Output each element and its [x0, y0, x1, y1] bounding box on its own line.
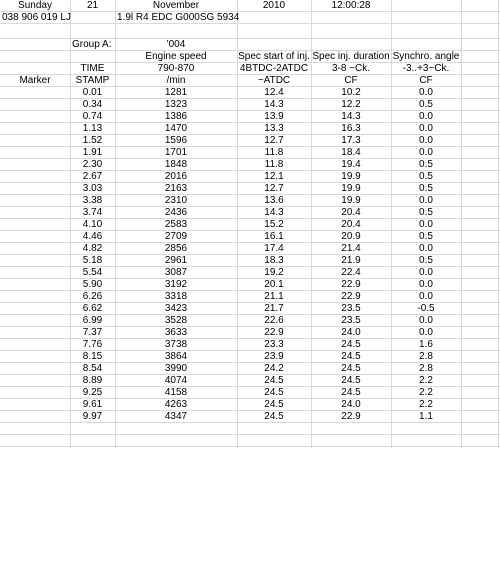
table-row	[0, 135, 500, 147]
table-cell[interactable]: 0.0	[419, 327, 433, 338]
table-cell[interactable]: 9.61	[82, 399, 103, 410]
table-cell[interactable]: 1470	[164, 123, 188, 134]
table-cell[interactable]: 2.30	[82, 159, 103, 170]
table-cell[interactable]: 3423	[164, 303, 188, 314]
column-spec-3[interactable]: 4BTDC-2ATDC	[239, 63, 309, 74]
table-cell[interactable]: 1848	[164, 159, 188, 170]
column-unit-0[interactable]: Marker	[19, 75, 51, 86]
part-number-cell[interactable]: 038 906 019 LJ	[2, 12, 71, 23]
table-row	[0, 399, 500, 411]
table-cell[interactable]: 5.90	[82, 279, 103, 290]
table-cell[interactable]: 6.99	[82, 315, 103, 326]
column-title-5[interactable]: Synchro. angle	[392, 51, 460, 62]
column-title-2[interactable]: Engine speed	[145, 51, 207, 62]
table-row	[0, 387, 500, 399]
table-cell[interactable]: 21.7	[264, 303, 284, 314]
table-cell[interactable]: 2.8	[419, 363, 433, 374]
table-cell[interactable]: 24.5	[341, 363, 361, 374]
table-cell[interactable]: 0.0	[419, 123, 433, 134]
table-cell[interactable]: 0.5	[419, 231, 433, 242]
column-unit-3[interactable]: ~ATDC	[257, 75, 291, 86]
table-cell[interactable]: 2.8	[419, 351, 433, 362]
table-row	[0, 291, 500, 303]
table-cell[interactable]: 22.9	[341, 291, 361, 302]
table-cell[interactable]: 20.4	[341, 219, 361, 230]
table-cell[interactable]: 1.52	[82, 135, 103, 146]
table-cell[interactable]: 10.2	[341, 87, 361, 98]
table-cell[interactable]: 0.0	[419, 315, 433, 326]
table-cell[interactable]: 6.62	[82, 303, 103, 314]
table-cell[interactable]: 3990	[164, 363, 188, 374]
table-cell[interactable]: 0.0	[419, 147, 433, 158]
table-cell[interactable]: 3.74	[82, 207, 103, 218]
table-cell[interactable]: 3633	[164, 327, 188, 338]
table-cell[interactable]: 17.4	[264, 243, 284, 254]
column-spec-4[interactable]: 3-8 ~Ck.	[331, 63, 371, 74]
table-cell[interactable]: 24.2	[264, 363, 284, 374]
table-cell[interactable]: 22.9	[264, 327, 284, 338]
table-cell[interactable]: 24.5	[264, 411, 284, 422]
table-cell[interactable]: 2.2	[419, 375, 433, 386]
table-cell[interactable]: 2583	[164, 219, 188, 230]
table-cell[interactable]: 0.0	[419, 291, 433, 302]
table-row	[0, 183, 500, 195]
table-cell[interactable]: 0.5	[419, 207, 433, 218]
table-cell[interactable]: 11.8	[264, 159, 284, 170]
table-row	[0, 279, 500, 291]
table-cell[interactable]: 0.74	[82, 111, 103, 122]
grid-line-horizontal	[0, 446, 500, 447]
table-row	[0, 351, 500, 363]
table-cell[interactable]: 12.7	[264, 183, 284, 194]
table-cell[interactable]: 0.0	[419, 87, 433, 98]
table-row	[0, 219, 500, 231]
column-unit-5[interactable]: CF	[419, 75, 433, 86]
table-cell[interactable]: 2310	[164, 195, 188, 206]
table-cell[interactable]: 19.2	[264, 267, 284, 278]
table-cell[interactable]: 7.37	[82, 327, 103, 338]
table-cell[interactable]: 8.15	[82, 351, 103, 362]
column-unit-4[interactable]: CF	[344, 75, 358, 86]
table-cell[interactable]: 13.6	[264, 195, 284, 206]
table-cell[interactable]: 0.0	[419, 219, 433, 230]
table-cell[interactable]: 2.67	[82, 171, 103, 182]
table-row	[0, 171, 500, 183]
table-cell[interactable]: 15.2	[264, 219, 284, 230]
column-unit-1[interactable]: STAMP	[75, 75, 110, 86]
table-cell[interactable]: 3738	[164, 339, 188, 350]
table-cell[interactable]: 22.9	[341, 411, 361, 422]
table-cell[interactable]: 8.54	[82, 363, 103, 374]
table-cell[interactable]: 11.8	[264, 147, 284, 158]
table-row	[0, 231, 500, 243]
table-row	[0, 375, 500, 387]
table-cell[interactable]: 0.0	[419, 243, 433, 254]
table-cell[interactable]: 24.5	[264, 387, 284, 398]
table-cell[interactable]: 20.4	[341, 207, 361, 218]
column-title-1[interactable]	[70, 51, 115, 63]
table-cell[interactable]: 1.91	[82, 147, 103, 158]
table-cell[interactable]: 2016	[164, 171, 188, 182]
table-cell[interactable]: 3528	[164, 315, 188, 326]
engine-description-cell[interactable]: 1.9l R4 EDC G000SG 5934	[117, 12, 240, 23]
table-cell[interactable]: 4.82	[82, 243, 103, 254]
table-cell[interactable]: 2.2	[419, 399, 433, 410]
column-spec-0[interactable]	[0, 63, 70, 75]
column-title-3[interactable]: Spec start of inj.	[238, 51, 310, 62]
table-row	[0, 363, 500, 375]
table-cell[interactable]: 2.2	[419, 387, 433, 398]
column-spec-2[interactable]: 790-870	[157, 63, 195, 74]
table-cell[interactable]: 19.9	[341, 183, 361, 194]
table-cell[interactable]: 17.3	[341, 135, 361, 146]
table-row	[0, 243, 500, 255]
table-cell[interactable]: 4.10	[82, 219, 103, 230]
table-cell[interactable]: 0.0	[419, 195, 433, 206]
column-specs-row	[0, 63, 500, 75]
table-cell[interactable]: 21.4	[341, 243, 361, 254]
table-cell[interactable]: 0.0	[419, 111, 433, 122]
table-cell[interactable]: 24.5	[264, 375, 284, 386]
table-cell[interactable]: 3087	[164, 267, 188, 278]
table-cell[interactable]: 12.2	[341, 99, 361, 110]
table-cell[interactable]: 2436	[164, 207, 188, 218]
table-cell[interactable]: -0.5	[417, 303, 435, 314]
table-cell[interactable]: 2709	[164, 231, 188, 242]
table-cell[interactable]: 0.34	[82, 99, 103, 110]
table-cell[interactable]: 1701	[164, 147, 188, 158]
table-cell[interactable]: 0.5	[419, 159, 433, 170]
table-cell[interactable]: 3864	[164, 351, 188, 362]
table-row	[0, 147, 500, 159]
table-cell[interactable]: 0.5	[419, 99, 433, 110]
table-cell[interactable]: 23.3	[264, 339, 284, 350]
grid-line-horizontal	[0, 434, 500, 435]
table-cell[interactable]: 24.5	[341, 375, 361, 386]
table-cell[interactable]: 24.0	[341, 327, 361, 338]
table-cell[interactable]: 0.5	[419, 183, 433, 194]
column-titles-row	[0, 51, 500, 63]
table-cell[interactable]: 4347	[164, 411, 188, 422]
table-cell[interactable]: 12.1	[264, 171, 284, 182]
table-cell[interactable]: 19.4	[341, 159, 361, 170]
column-unit-2[interactable]: /min	[166, 75, 186, 86]
table-cell[interactable]: 24.5	[341, 351, 361, 362]
table-cell[interactable]: 1.1	[419, 411, 433, 422]
year-cell[interactable]: 2010	[262, 0, 286, 11]
table-cell[interactable]: 19.9	[341, 195, 361, 206]
table-cell[interactable]: 24.5	[264, 399, 284, 410]
table-cell[interactable]: 23.5	[341, 315, 361, 326]
table-cell[interactable]: 3.38	[82, 195, 103, 206]
table-cell[interactable]: 1.6	[419, 339, 433, 350]
table-cell[interactable]: 7.76	[82, 339, 103, 350]
table-cell[interactable]: 20.9	[341, 231, 361, 242]
table-cell[interactable]: 22.4	[341, 267, 361, 278]
table-row	[0, 123, 500, 135]
column-spec-5[interactable]: -3..+3~Ck.	[402, 63, 450, 74]
table-cell[interactable]: 4.46	[82, 231, 103, 242]
table-cell[interactable]: 23.5	[341, 303, 361, 314]
table-cell[interactable]: 13.9	[264, 111, 284, 122]
day-cell[interactable]: Sunday	[18, 0, 52, 11]
table-cell[interactable]: 0.0	[419, 267, 433, 278]
header-row-part	[0, 12, 500, 24]
table-cell[interactable]: 4074	[164, 375, 188, 386]
table-row	[0, 99, 500, 111]
table-row	[0, 159, 500, 171]
table-cell[interactable]: 24.0	[341, 399, 361, 410]
table-row	[0, 339, 500, 351]
table-cell[interactable]: 18.4	[341, 147, 361, 158]
table-row	[0, 87, 500, 99]
table-cell[interactable]: 23.9	[264, 351, 284, 362]
table-cell[interactable]: 24.5	[341, 387, 361, 398]
table-cell[interactable]: 13.3	[264, 123, 284, 134]
table-row	[0, 303, 500, 315]
table-cell[interactable]: 1596	[164, 135, 188, 146]
table-cell[interactable]: 18.3	[264, 255, 284, 266]
table-cell[interactable]: 2163	[164, 183, 188, 194]
table-cell[interactable]: 1281	[164, 87, 188, 98]
column-units-row	[0, 75, 500, 87]
table-row	[0, 255, 500, 267]
table-cell[interactable]: 0.5	[419, 255, 433, 266]
date-cell[interactable]: 21	[86, 0, 99, 11]
table-cell[interactable]: 0.01	[82, 87, 103, 98]
table-cell[interactable]: 20.1	[264, 279, 284, 290]
table-cell[interactable]: 22.9	[341, 279, 361, 290]
table-row	[0, 207, 500, 219]
table-cell[interactable]: 3192	[164, 279, 188, 290]
table-cell[interactable]: 5.54	[82, 267, 103, 278]
table-cell[interactable]: 3318	[164, 291, 188, 302]
column-title-4[interactable]: Spec inj. duration	[312, 51, 390, 62]
table-cell[interactable]: 0.5	[419, 171, 433, 182]
table-row	[0, 267, 500, 279]
table-cell[interactable]: 22.6	[264, 315, 284, 326]
table-cell[interactable]: 14.3	[264, 99, 284, 110]
table-cell[interactable]: 5.18	[82, 255, 103, 266]
table-row	[0, 315, 500, 327]
column-spec-1[interactable]: TIME	[80, 63, 105, 74]
table-row	[0, 327, 500, 339]
table-cell[interactable]: 14.3	[341, 111, 361, 122]
table-cell[interactable]: 16.1	[264, 231, 284, 242]
header-row-date	[0, 0, 500, 12]
table-cell[interactable]: 1386	[164, 111, 188, 122]
table-cell[interactable]: 21.1	[264, 291, 284, 302]
table-cell[interactable]: 4158	[164, 387, 188, 398]
table-cell[interactable]: 0.0	[419, 135, 433, 146]
table-row	[0, 411, 500, 423]
table-cell[interactable]: 6.26	[82, 291, 103, 302]
group-label-cell[interactable]: Group A:	[72, 39, 112, 50]
table-cell[interactable]: 4263	[164, 399, 188, 410]
table-cell[interactable]: 2961	[164, 255, 188, 266]
table-cell[interactable]: 24.5	[341, 339, 361, 350]
table-cell[interactable]: 2856	[164, 243, 188, 254]
table-cell[interactable]: 14.3	[264, 207, 284, 218]
month-cell[interactable]: November	[152, 0, 200, 11]
table-row	[0, 195, 500, 207]
table-cell[interactable]: 1323	[164, 99, 188, 110]
table-cell[interactable]: 0.0	[419, 279, 433, 290]
column-title-0[interactable]	[0, 51, 70, 63]
table-cell[interactable]: 9.97	[82, 411, 103, 422]
table-cell[interactable]: 21.9	[341, 255, 361, 266]
group-code-cell[interactable]: '004	[166, 39, 186, 50]
table-cell[interactable]: 12.4	[264, 87, 284, 98]
table-cell[interactable]: 8.89	[82, 375, 103, 386]
group-row	[0, 39, 500, 51]
table-cell[interactable]: 1.13	[82, 123, 103, 134]
table-cell[interactable]: 16.3	[341, 123, 361, 134]
table-row	[0, 111, 500, 123]
table-cell[interactable]: 19.9	[341, 171, 361, 182]
table-cell[interactable]: 12.7	[264, 135, 284, 146]
table-cell[interactable]: 9.25	[82, 387, 103, 398]
table-cell[interactable]: 3.03	[82, 183, 103, 194]
time-cell[interactable]: 12:00:28	[331, 0, 371, 11]
